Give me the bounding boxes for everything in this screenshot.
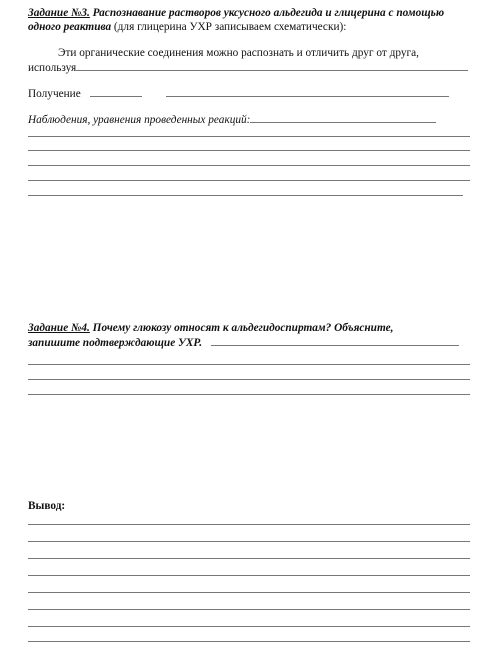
answer-line[interactable] bbox=[28, 165, 470, 166]
conclusion-label: Вывод: bbox=[28, 500, 66, 512]
answer-line[interactable] bbox=[28, 641, 470, 642]
task3-heading bbox=[28, 6, 473, 34]
answer-line[interactable] bbox=[28, 575, 470, 576]
task3-paragraph bbox=[28, 46, 473, 75]
answer-line[interactable] bbox=[28, 541, 470, 542]
answer-line[interactable] bbox=[76, 60, 468, 71]
answer-line[interactable] bbox=[28, 195, 463, 196]
task4-question-line2: запишите подтверждающие УХР. bbox=[28, 337, 203, 350]
answer-line[interactable] bbox=[28, 524, 470, 525]
task3-title-cont: одного реактива bbox=[28, 21, 112, 34]
task3-paragraph-line2: используя bbox=[28, 62, 77, 75]
answer-line[interactable] bbox=[28, 379, 470, 380]
answer-line[interactable] bbox=[28, 558, 470, 559]
answer-line[interactable] bbox=[28, 609, 470, 610]
observations-label: Наблюдения, уравнения проведенных реакций: bbox=[28, 114, 251, 126]
task3-observations bbox=[28, 112, 473, 127]
answer-line[interactable] bbox=[28, 136, 470, 137]
task4-heading bbox=[28, 321, 473, 350]
answer-line[interactable] bbox=[28, 592, 470, 593]
task3-number: Задание №3. bbox=[28, 7, 90, 19]
task3-obtaining bbox=[28, 86, 473, 101]
conclusion-heading bbox=[28, 499, 473, 513]
task3-paragraph-line1: Эти органические соединения можно распознать и отличить друг от друга, bbox=[58, 47, 419, 59]
task4-answer-line[interactable] bbox=[211, 335, 459, 346]
obtaining-long-line[interactable] bbox=[166, 86, 449, 97]
answer-line[interactable] bbox=[28, 150, 470, 151]
answer-line[interactable] bbox=[28, 364, 470, 365]
answer-line[interactable] bbox=[28, 180, 470, 181]
observations-line[interactable] bbox=[250, 112, 436, 123]
task3-title-note: (для глицерина УХР записываем схематически): bbox=[111, 21, 347, 34]
obtaining-short-line[interactable] bbox=[90, 86, 142, 97]
obtaining-label: Получение bbox=[28, 88, 81, 100]
answer-line[interactable] bbox=[28, 626, 470, 627]
task4-question-line1: Почему глюкозу относят к альдегидоспиртам? Объясните, bbox=[89, 322, 394, 334]
task3-title-main: Распознавание растворов уксусного альдегида и глицерина с помощью bbox=[89, 7, 445, 19]
answer-line[interactable] bbox=[28, 394, 470, 395]
task4-number: Задание №4. bbox=[28, 322, 90, 334]
